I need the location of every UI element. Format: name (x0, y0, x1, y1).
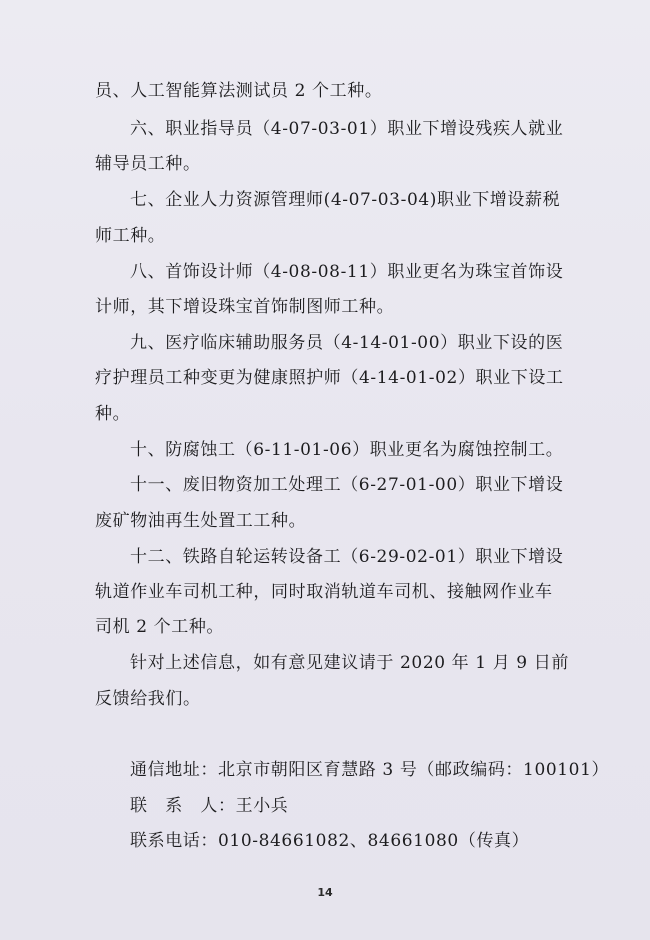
body-line-8: 九、医疗临床辅助服务员（4-14-01-00）职业下设的医 (130, 333, 564, 353)
body-line-15: 轨道作业车司机工种，同时取消轨道车司机、接触网作业车 (95, 582, 553, 602)
body-line-1: 员、人工智能算法测试员 2 个工种。 (95, 81, 383, 101)
body-line-12: 十一、废旧物资加工处理工（6-27-01-00）职业下增设 (130, 475, 564, 495)
contact-phone: 联系电话：010-84661082、84661080（传真） (130, 831, 530, 851)
body-line-7: 计师，其下增设珠宝首饰制图师工种。 (95, 297, 395, 317)
page-number: 14 (317, 886, 333, 899)
body-line-11: 十、防腐蚀工（6-11-01-06）职业更名为腐蚀控制工。 (130, 440, 564, 460)
contact-person: 联 系 人：王小兵 (130, 796, 289, 816)
body-line-4: 七、企业人力资源管理师(4-07-03-04)职业下增设薪税 (130, 190, 561, 210)
body-line-9: 疗护理员工种变更为健康照护师（4-14-01-02）职业下设工 (95, 368, 564, 388)
body-line-16: 司机 2 个工种。 (95, 617, 225, 637)
body-line-3: 辅导员工种。 (95, 154, 201, 174)
body-line-14: 十二、铁路自轮运转设备工（6-29-02-01）职业下增设 (130, 547, 564, 567)
body-line-10: 种。 (95, 404, 131, 424)
body-line-18: 反馈给我们。 (95, 689, 201, 709)
body-line-6: 八、首饰设计师（4-08-08-11）职业更名为珠宝首饰设 (130, 262, 564, 282)
body-line-5: 师工种。 (95, 226, 166, 246)
contact-address: 通信地址：北京市朝阳区育慧路 3 号（邮政编码：100101） (130, 760, 610, 780)
body-line-17: 针对上述信息，如有意见建议请于 2020 年 1 月 9 日前 (130, 653, 569, 673)
body-line-13: 废矿物油再生处置工工种。 (95, 511, 307, 531)
body-line-2: 六、职业指导员（4-07-03-01）职业下增设残疾人就业 (130, 119, 564, 139)
